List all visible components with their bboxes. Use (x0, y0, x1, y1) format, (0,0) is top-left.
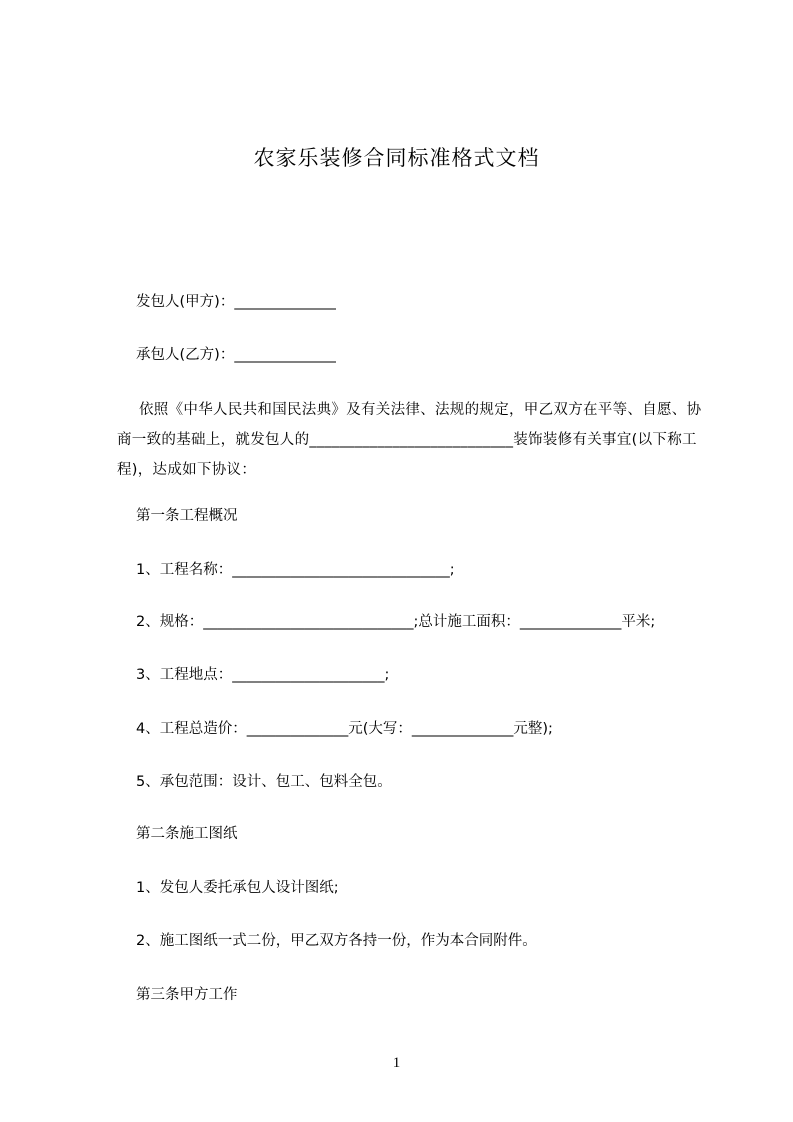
article-2-item-2: 2、施工图纸一式二份，甲乙双方各持一份，作为本合同附件。 (136, 933, 537, 949)
article-1-item-1: 1、工程名称：______________________________; (136, 562, 455, 578)
article-2-item-1: 1、发包人委托承包人设计图纸; (136, 880, 339, 896)
page-number: 1 (392, 1055, 401, 1071)
article-1-item-4: 4、工程总造价：______________元(大写：______________元整); (136, 721, 553, 737)
article-3-heading: 第三条甲方工作 (136, 987, 238, 1003)
article-2-heading: 第二条施工图纸 (136, 826, 238, 842)
party-a-line: 发包人(甲方)：______________ (136, 294, 336, 310)
article-1-item-5: 5、承包范围：设计、包工、包料全包。 (136, 774, 392, 790)
party-b-line: 承包人(乙方)：______________ (136, 347, 336, 363)
article-1-heading: 第一条工程概况 (136, 508, 238, 524)
article-1-item-3: 3、工程地点：_____________________; (136, 667, 390, 683)
article-1-item-2: 2、规格：_____________________________;总计施工面积：______________平米; (136, 614, 656, 630)
preamble-paragraph: 依照《中华人民共和国民法典》及有关法律、法规的规定，甲乙双方在平等、自愿、协商一致的基础上，就发包人的___________________________装饰装修有关事宜(以下称工程)，达成如下协议： (117, 402, 702, 478)
document-title: 农家乐装修合同标准格式文档 (253, 146, 540, 170)
